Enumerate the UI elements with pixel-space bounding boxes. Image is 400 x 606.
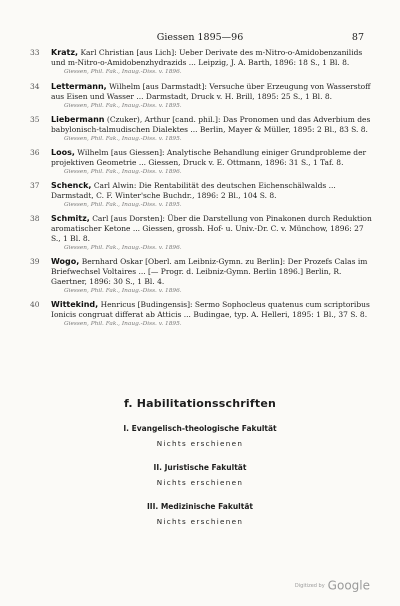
entry-text: Wilhelm [aus Darmstadt]: Versuche über Erzeugung von Wasserstoff aus Eisen und Wasser ... Darmstadt, Druck v. H. Brill, 1895: 25 S., 1 Bl. 8. [51, 82, 371, 101]
faculty-label: II. Juristische Fakultät [153, 463, 247, 472]
author-name: Loos, [51, 148, 75, 157]
entry-note: Giessen, Phil. Fak., Inaug.-Diss. v. 1896. [64, 169, 182, 175]
entry-text: Henricus [Budingensis]: Sermo Sophocleus quatenus cum scriptoribus Ionicis congruat differat ab Atticis ... Budingae, typ. A. Helleri, 1895: 1 Bl., 37 S. 8. [51, 300, 370, 319]
faculty-status: Nichts erschienen [156, 478, 244, 487]
entry-text: Carl Alwin: Die Rentabilität des deutschen Eichenschälwalds ... Darmstadt, C. F. Winter'sche Buchdr., 1896: 2 Bl., 104 S. 8. [51, 181, 336, 200]
entry-note: Giessen, Phil. Fak., Inaug.-Diss. v. 1896. [64, 288, 182, 294]
author-name: Lettermann, [51, 82, 107, 91]
faculty-block [0, 463, 400, 487]
faculty-status: Nichts erschienen [156, 439, 244, 448]
entry-number: 35 [30, 115, 40, 124]
author-name: Kratz, [51, 48, 79, 57]
entry-number: 34 [30, 82, 40, 91]
entry-text: Wilhelm [aus Giessen]: Analytische Behandlung einiger Grundprobleme der projektiven Geometrie ... Giessen, Druck v. E. Ottmann, 1896: 31 S., 1 Taf. 8. [51, 148, 367, 167]
entry-note: Giessen, Phil. Fak., Inaug.-Diss. v. 1895. [64, 321, 182, 327]
author-name: Liebermann [51, 115, 105, 124]
entry-note: Giessen, Phil. Fak., Inaug.-Diss. v. 1896. [64, 245, 182, 251]
list-item [30, 257, 372, 295]
entry-number: 36 [30, 148, 40, 157]
list-item [30, 181, 372, 209]
entry-note: Giessen, Phil. Fak., Inaug.-Diss. v. 1895. [64, 202, 182, 208]
entry-number: 33 [30, 48, 40, 57]
google-logo-text: Google [327, 578, 370, 593]
list-item [30, 214, 372, 252]
faculty-block [0, 502, 400, 526]
list-item [30, 115, 372, 143]
faculty-label: I. Evangelisch-theologische Fakultät [123, 424, 277, 433]
watermark-prefix: Digitized by [294, 582, 325, 589]
list-item [30, 48, 372, 76]
entry-text: Carl [aus Dorsten]: Über die Darstellung von Pinakonen durch Reduktion aromatischer Ketone ... Giessen, grossh. Hof- u. Univ.-Dr. C. v. Münchow, 1896: 27 S., 1 Bl. 8. [51, 214, 372, 243]
faculty-status: Nichts erschienen [156, 517, 244, 526]
entry-number: 37 [30, 181, 40, 190]
page-header-title: Giessen 1895—96 [156, 32, 244, 43]
author-name: Schmitz, [51, 214, 90, 223]
faculty-block [0, 424, 400, 448]
list-item [30, 82, 372, 110]
entry-number: 40 [30, 300, 40, 309]
entry-text: Bernhard Oskar [Oberl. am Leibniz-Gymn. zu Berlin]: Der Prozefs Calas im Briefwechsel Voltaires ... [— Progr. d. Leibniz-Gymn. Berlin 1896.] Berlin, R. Gaertner, 1896: 30 S., 1 Bl. 4. [51, 257, 368, 286]
page-number: 87 [351, 32, 364, 43]
list-item [30, 148, 372, 176]
faculty-label: III. Medizinische Fakultät [147, 502, 253, 511]
entry-note: Giessen, Phil. Fak., Inaug.-Diss. v. 1896. [64, 69, 182, 75]
section-title: f. Habilitationsschriften [123, 397, 277, 410]
entry-number: 39 [30, 257, 40, 266]
dissertation-list [30, 48, 372, 333]
entry-number: 38 [30, 214, 40, 223]
entry-note: Giessen, Phil. Fak., Inaug.-Diss. v. 1895. [64, 136, 182, 142]
list-item [30, 300, 372, 328]
entry-note: Giessen, Phil. Fak., Inaug.-Diss. v. 1895. [64, 103, 182, 109]
entry-text: Karl Christian [aus Lich]: Ueber Derivate des m-Nitro-o-Amidobenzanilids und m-Nitro-o-Amidobenzhydrazids ... Leipzig, J. A. Barth, 1896: 18 S., 1 Bl. 8. [51, 48, 363, 67]
google-watermark [295, 575, 370, 594]
author-name: Schenck, [51, 181, 92, 190]
author-name: Wittekind, [51, 300, 99, 309]
author-name: Wogo, [51, 257, 80, 266]
entry-text: (Czuker), Arthur [cand. phil.]: Das Pronomen und das Adverbium des babylonisch-talmudischen Dialektes ... Berlin, Mayer & Müller, 1895: 2 Bl., 83 S. 8. [51, 115, 371, 134]
